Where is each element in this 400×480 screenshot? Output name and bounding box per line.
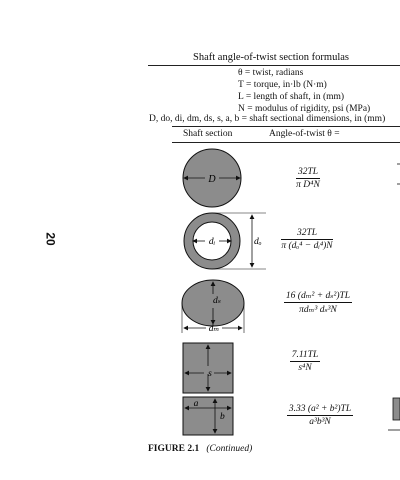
rectangular-section: [183, 397, 233, 435]
formula-numerator: 16 (dₘ² + dₛ²)TL: [285, 291, 351, 301]
section-title: Shaft angle-of-twist section formulas: [193, 52, 350, 63]
formula-denominator: a³b³N: [309, 417, 331, 427]
formula-rectangle: [268, 404, 372, 427]
label-s: s: [208, 369, 212, 379]
definition-torque: T = torque, in·lb (N·m): [238, 80, 327, 90]
formula-numerator: 32TL: [297, 167, 319, 177]
formula-hollow-circle: [262, 228, 352, 251]
formula-denominator: π D⁴N: [296, 180, 320, 190]
column-shaft-section: Shaft section: [183, 129, 233, 139]
square-section: [183, 343, 233, 393]
label-di: dᵢ: [208, 237, 216, 247]
column-angle-of-twist: Angle-of-twist θ =: [269, 129, 340, 139]
hollow-circle-section: [184, 213, 266, 269]
page-number: 20: [43, 232, 58, 246]
formula-denominator: πdₘ³ dₛ³N: [299, 305, 337, 315]
definition-dimensions: D, do, di, dm, ds, s, a, b = shaft sectional dimensions, in (mm): [149, 114, 386, 124]
definition-modulus: N = modulus of rigidity, psi (MPa): [238, 104, 371, 114]
label-a: a: [193, 399, 199, 409]
figure-note: (Continued): [206, 444, 253, 454]
formula-ellipse: [266, 290, 370, 315]
definition-theta: θ = twist, radians: [238, 68, 304, 78]
formula-denominator: s⁴N: [298, 363, 312, 373]
formula-square: [270, 350, 340, 373]
definition-length: L = length of shaft, in (mm): [238, 92, 345, 102]
label-b: b: [220, 412, 225, 422]
figure-caption: [148, 444, 252, 454]
solid-circle-section: [183, 149, 241, 207]
label-d: D: [208, 174, 216, 185]
label-ds: dₛ: [213, 296, 221, 306]
formula-numerator: 32TL: [281, 228, 332, 240]
figure-label: FIGURE 2.1: [148, 444, 200, 454]
elliptical-section: [182, 280, 244, 334]
formula-numerator: 7.11TL: [291, 350, 319, 360]
formula-denominator: π (dₒ⁴ − dᵢ⁴)N: [281, 241, 333, 251]
label-dm: dₘ: [208, 324, 220, 334]
formula-numerator: 3.33 (a² + b²)TL: [288, 404, 352, 414]
formula-solid-circle: [268, 167, 348, 190]
label-do: dₒ: [254, 237, 262, 247]
